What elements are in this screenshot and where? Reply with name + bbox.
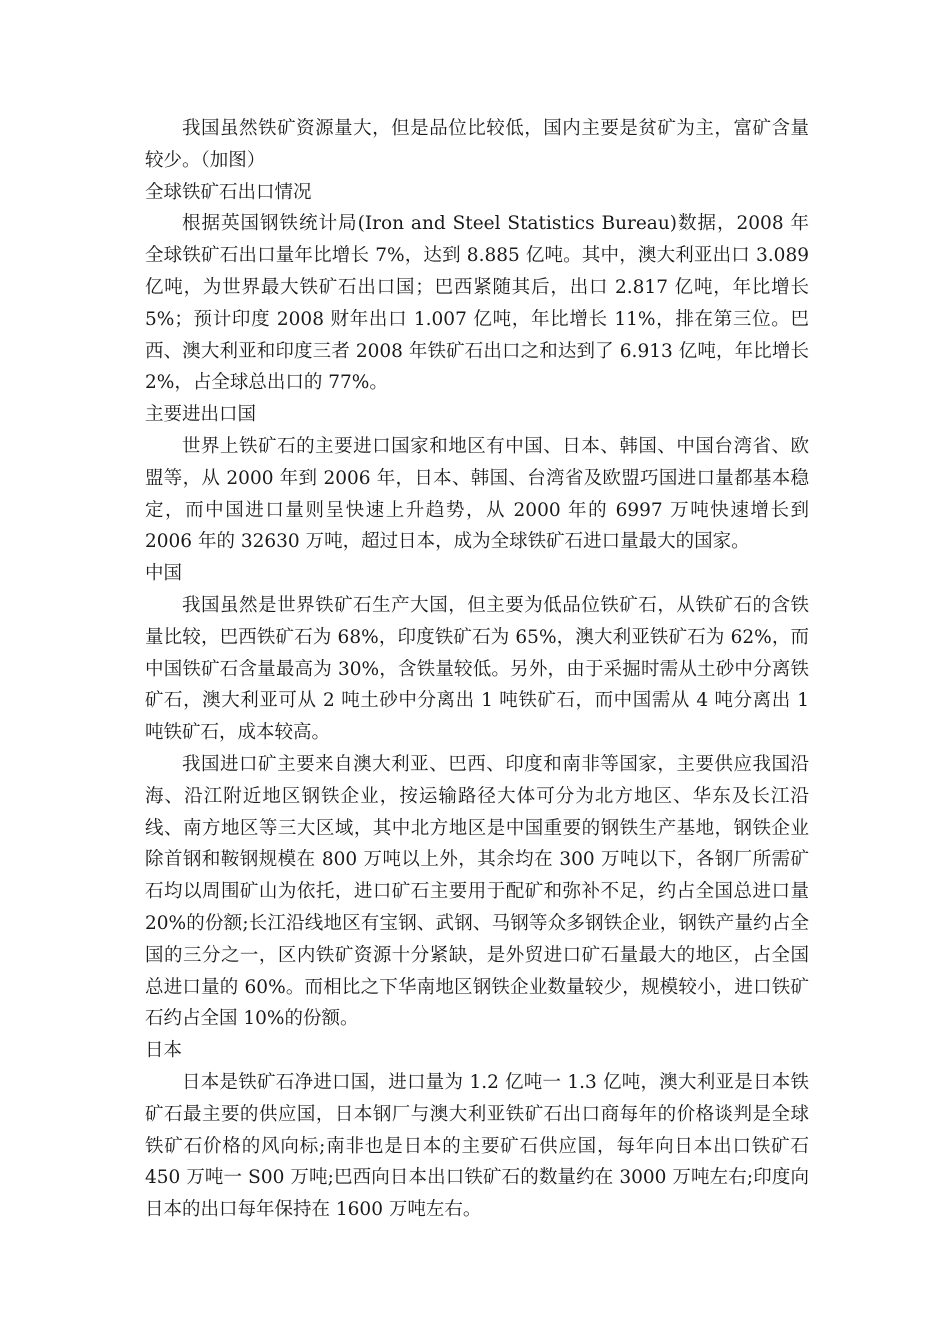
heading-china: 中国	[145, 563, 183, 585]
paragraph-intro: 我国虽然铁矿资源量大，但是品位比较低，国内主要是贫矿为主，富矿含量较少。（加图）	[145, 118, 809, 171]
paragraph-japan: 日本是铁矿石净进口国，进口量为 1.2 亿吨一 1.3 亿吨，澳大利亚是日本铁矿石最主要的供应国，日本钢厂与澳大利亚铁矿石出口商每年的价格谈判是全球铁矿石价格的风向标;南非也是日本的主要矿石供应国，每年向日本出口铁矿石 450 万吨一 S00 万吨;巴西向日本出口铁矿石的数量约在 3000 万吨左右;印度向日本的出口每年保持在 1600 万吨左右。	[145, 1071, 809, 1221]
paragraph-major-countries: 世界上铁矿石的主要进口国家和地区有中国、日本、韩国、中国台湾省、欧盟等，从 2000 年到 2006 年，日本、韩国、台湾省及欧盟巧国进口量都基本稳定，而中国进口量则呈快速上升趋势，从 2000 年的 6997 万吨快速增长到 2006 年的 32630 万吨，超过日本，成为全球铁矿石进口量最大的国家。	[145, 435, 809, 553]
paragraph-china-imports: 我国进口矿主要来自澳大利亚、巴西、印度和南非等国家，主要供应我国沿海、沿江附近地区钢铁企业，按运输路径大体可分为北方地区、华东及长江沿线、南方地区等三大区域，其中北方地区是中国重要的钢铁生产基地，钢铁企业除首钢和鞍钢规模在 800 万吨以上外，其余均在 300 万吨以下，各钢厂所需矿石均以周围矿山为依托，进口矿石主要用于配矿和弥补不足，约占全国总进口量 20%的份额;长江沿线地区有宝钢、武钢、马钢等众多钢铁企业，钢铁产量约占全国的三分之一，区内铁矿资源十分紧缺，是外贸进口矿石量最大的地区，占全国总进口量的 60%。而相比之下华南地区钢铁企业数量较少，规模较小，进口铁矿石约占全国 10%的份额。	[145, 753, 809, 1030]
heading-major-countries: 主要进出口国	[145, 404, 257, 426]
heading-global-export: 全球铁矿石出口情况	[145, 181, 312, 203]
document-page	[145, 113, 809, 1226]
paragraph-global-export: 根据英国钢铁统计局(Iron and Steel Statistics Bureau)数据，2008 年全球铁矿石出口量年比增长 7%，达到 8.885 亿吨。其中，澳大利亚出口 3.089 亿吨，为世界最大铁矿石出口国；巴西紧随其后，出口 2.817 亿吨，年比增长 5%；预计印度 2008 财年出口 1.007 亿吨，年比增长 11%，排在第三位。巴西、澳大利亚和印度三者 2008 年铁矿石出口之和达到了 6.913 亿吨，年比增长 2%，占全球总出口的 77%。	[145, 213, 809, 394]
paragraph-china-grade: 我国虽然是世界铁矿石生产大国，但主要为低品位铁矿石，从铁矿石的含铁量比较，巴西铁矿石为 68%，印度铁矿石为 65%，澳大利亚铁矿石为 62%，而中国铁矿石含量最高为 30%，含铁量较低。另外，由于采掘时需从土砂中分离铁矿石，澳大利亚可从 2 吨土砂中分离出 1 吨铁矿石，而中国需从 4 吨分离出 1 吨铁矿石，成本较高。	[145, 594, 809, 744]
heading-japan: 日本	[145, 1040, 183, 1062]
